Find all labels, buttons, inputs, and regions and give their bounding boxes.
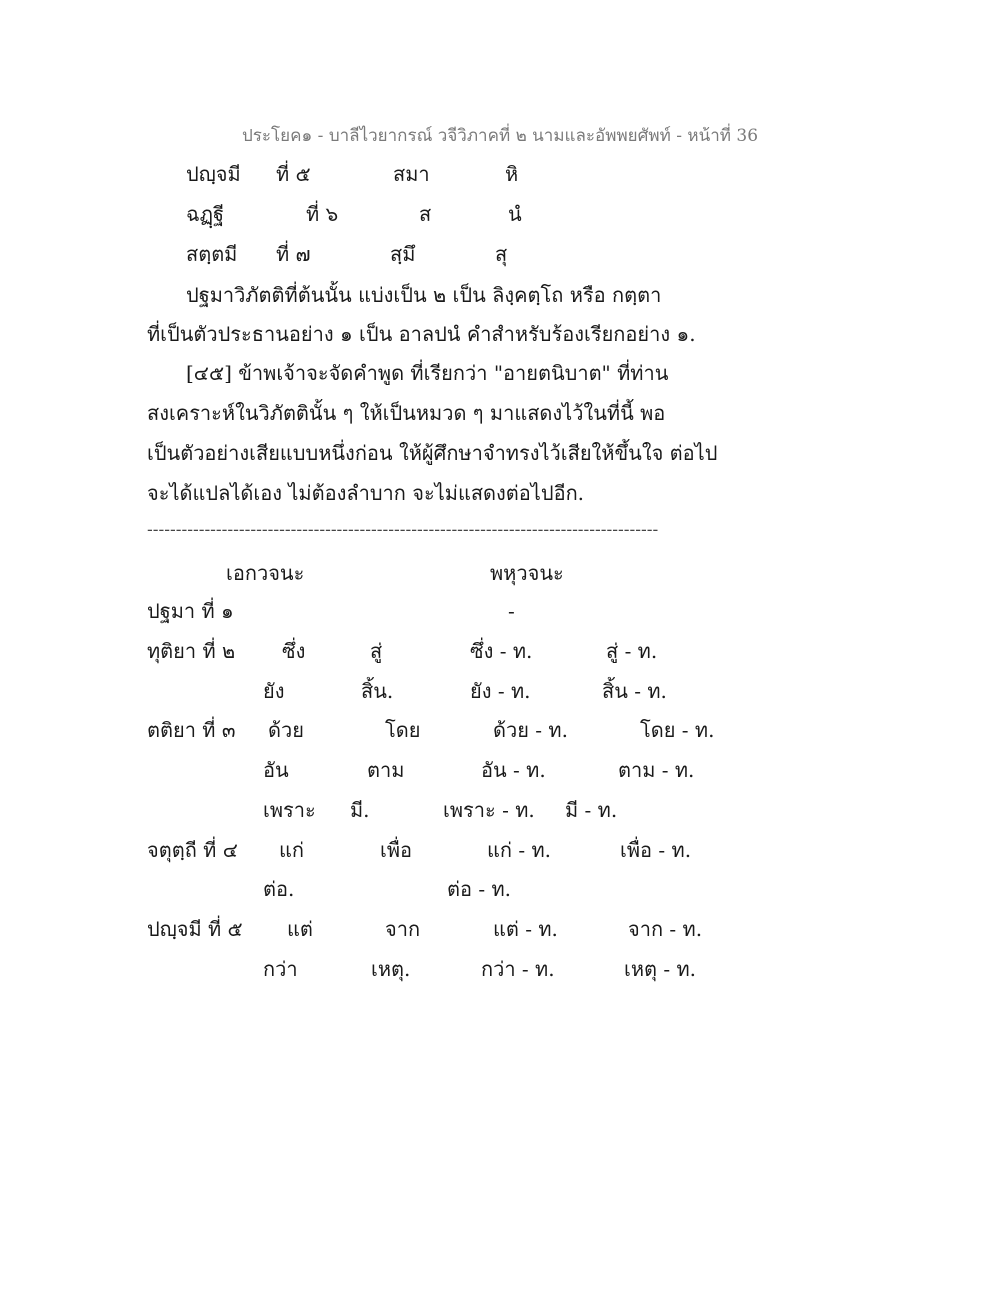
plural-form-2: โดย - ท. bbox=[640, 718, 715, 742]
paragraph-line: จะได้แปลได้เอง ไม่ต้องลำบาก จะไม่แสดงต่อไปอีก. bbox=[147, 481, 585, 505]
case-number: ที่ ๗ bbox=[276, 242, 311, 266]
singular-form-1: กว่า bbox=[263, 957, 298, 981]
row-label: ปฐมา ที่ ๑ bbox=[147, 599, 234, 623]
singular-form-1: ยัง bbox=[263, 679, 285, 703]
singular-heading: เอกวจนะ bbox=[226, 561, 305, 585]
case-singular: สมา bbox=[393, 162, 430, 186]
singular-form-2: มี. bbox=[350, 798, 370, 822]
plural-form-1: ยัง - ท. bbox=[470, 679, 531, 703]
plural-form-1: กว่า - ท. bbox=[481, 957, 555, 981]
singular-form-2: เหตุ. bbox=[371, 957, 411, 981]
singular-form-2: สิ้น. bbox=[361, 679, 394, 703]
case-name: ฉฏฺฐี bbox=[186, 202, 225, 226]
row-label: ทุติยา ที่ ๒ bbox=[147, 639, 236, 663]
case-name: สตฺตมี bbox=[186, 242, 238, 266]
singular-form-2: ตาม bbox=[367, 758, 405, 782]
row-label: จตุตฺถี ที่ ๔ bbox=[147, 838, 238, 862]
plural-form-1: แก่ - ท. bbox=[487, 838, 552, 862]
page-header: ประโยค๑ - บาลีไวยากรณ์ วจีวิภาคที่ ๒ นามและอัพพยศัพท์ - หน้าที่ 36 bbox=[241, 126, 759, 146]
singular-form-2: สู่ bbox=[370, 639, 383, 663]
plural-form-2: จาก - ท. bbox=[628, 917, 703, 941]
singular-form-2: จาก bbox=[385, 917, 421, 941]
singular-form-1: ซึ่ง bbox=[282, 639, 306, 663]
singular-form-1: ต่อ. bbox=[263, 877, 295, 901]
plural-form-2: ตาม - ท. bbox=[618, 758, 695, 782]
singular-form-1: แก่ bbox=[279, 838, 304, 862]
plural-form-2: สู่ - ท. bbox=[606, 639, 658, 663]
case-plural: สุ bbox=[495, 242, 508, 266]
plural-form-1: - bbox=[508, 599, 515, 623]
plural-form-2: เพื่อ - ท. bbox=[620, 838, 692, 862]
paragraph-line: ปฐมาวิภัตติที่ต้นนั้น แบ่งเป็น ๒ เป็น ลิงฺคตฺโถ หรือ กตฺตา bbox=[186, 283, 662, 307]
dashed-separator: ----------------------------------------------------------------------------------------- bbox=[147, 520, 659, 540]
plural-form-1: เพราะ - ท. bbox=[443, 798, 535, 822]
singular-form-1: ด้วย bbox=[268, 718, 304, 742]
case-number: ที่ ๖ bbox=[306, 202, 339, 226]
singular-form-1: แต่ bbox=[287, 917, 313, 941]
singular-form-2: โดย bbox=[385, 718, 421, 742]
singular-form-2: เพื่อ bbox=[380, 838, 413, 862]
paragraph-line: สงเคราะห์ในวิภัตตินั้น ๆ ให้เป็นหมวด ๆ มาแสดงไว้ในที่นี้ พอ bbox=[147, 401, 666, 425]
singular-form-1: อัน bbox=[263, 758, 289, 782]
plural-form-1: ต่อ - ท. bbox=[447, 877, 512, 901]
paragraph-line: ที่เป็นตัวประธานอย่าง ๑ เป็น อาลปนํ คำสำหรับร้องเรียกอย่าง ๑. bbox=[147, 322, 696, 346]
paragraph-line: [๔๕] ข้าพเจ้าจะจัดคำพูด ที่เรียกว่า "อายตนิบาต" ที่ท่าน bbox=[186, 361, 669, 385]
plural-form-2: เหตุ - ท. bbox=[624, 957, 697, 981]
singular-form-1: เพราะ bbox=[263, 798, 316, 822]
case-plural: หิ bbox=[505, 162, 519, 186]
plural-form-1: ซึ่ง - ท. bbox=[470, 639, 533, 663]
case-singular: ส bbox=[419, 202, 432, 226]
case-plural: นํ bbox=[508, 202, 522, 226]
plural-form-1: อัน - ท. bbox=[481, 758, 546, 782]
plural-heading: พหุวจนะ bbox=[490, 561, 564, 585]
row-label: ตติยา ที่ ๓ bbox=[147, 718, 236, 742]
plural-form-1: แต่ - ท. bbox=[493, 917, 558, 941]
case-number: ที่ ๕ bbox=[276, 162, 311, 186]
row-label: ปญฺจมี ที่ ๕ bbox=[147, 917, 243, 941]
case-name: ปญฺจมี bbox=[186, 162, 241, 186]
plural-form-2: สิ้น - ท. bbox=[602, 679, 667, 703]
plural-form-2: มี - ท. bbox=[565, 798, 618, 822]
plural-form-1: ด้วย - ท. bbox=[493, 718, 568, 742]
case-singular: สฺมึ bbox=[390, 242, 416, 266]
paragraph-line: เป็นตัวอย่างเสียแบบหนึ่งก่อน ให้ผู้ศึกษาจำทรงไว้เสียให้ขึ้นใจ ต่อไป bbox=[147, 441, 718, 465]
